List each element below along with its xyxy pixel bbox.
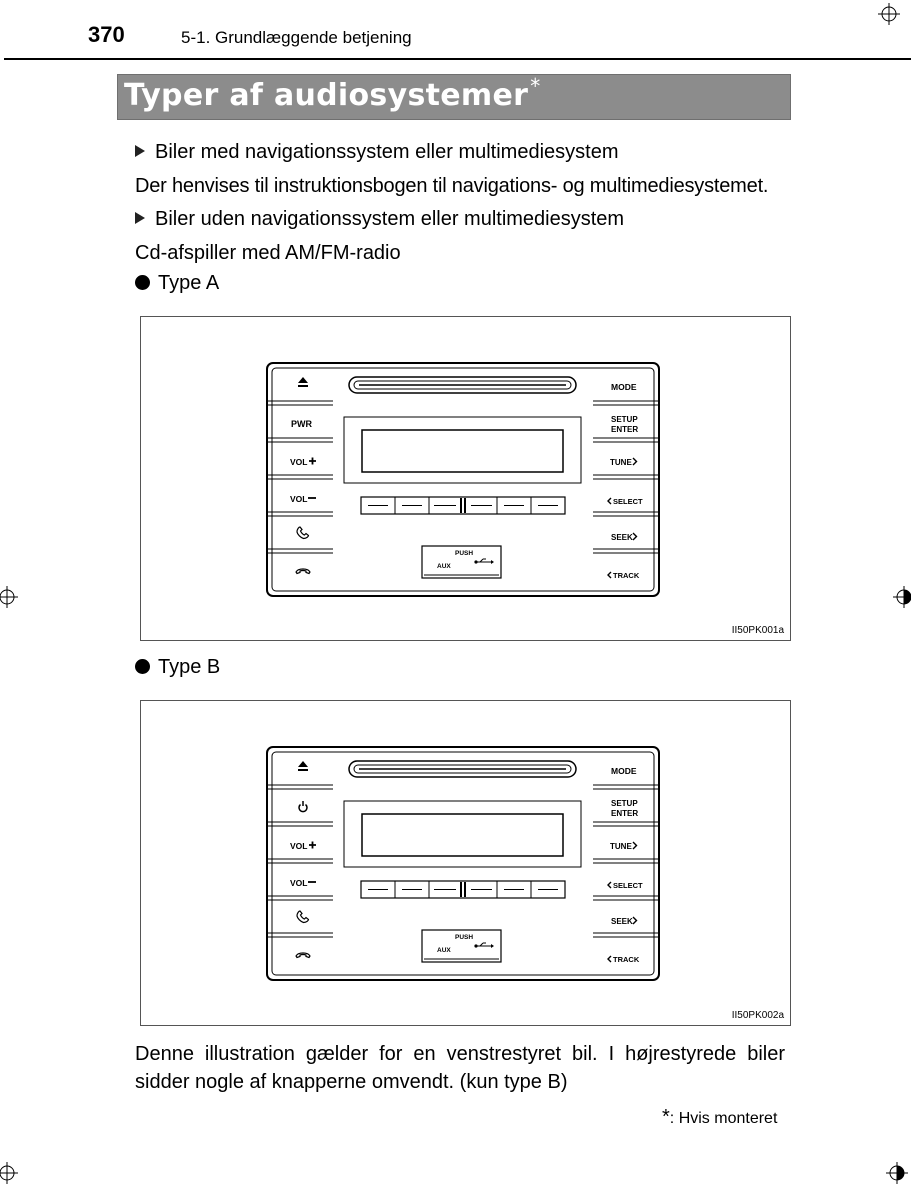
seek-button[interactable] [611, 533, 637, 542]
triangle-bullet-icon [135, 145, 145, 157]
figure-type-b [140, 700, 791, 1026]
tune-label: TUNE [610, 458, 632, 467]
note-paragraph: Denne illustration gælder for en venstrestyret bil. I højrestyrede biler sidder nogle af knapperne omvendt. (kun type B) [135, 1043, 785, 1093]
page-title-text: Typer af audiosystemer [124, 78, 529, 113]
enter-label: ENTER [611, 425, 639, 434]
preset-buttons [361, 497, 565, 514]
radio-unit-type-a [265, 361, 662, 599]
no-nav-description: Cd-afspiller med AM/FM-radio [135, 242, 401, 264]
page-title [124, 74, 541, 113]
pwr-button[interactable]: PWR [291, 419, 312, 429]
registration-mark-icon [0, 586, 18, 608]
setup-label: SETUP [611, 415, 638, 424]
title-bar [117, 74, 791, 120]
circle-bullet-icon [135, 275, 150, 290]
track-label: TRACK [613, 571, 640, 580]
usb-aux-port [422, 930, 501, 962]
seek-label: SEEK [611, 917, 633, 926]
registration-mark-icon [886, 1162, 908, 1184]
footnote [662, 1106, 777, 1129]
figure-code: II50PK001a [731, 625, 784, 636]
vol-up-label: VOL [290, 841, 308, 851]
usb-aux-port [422, 546, 501, 578]
bullet-nav-text: Biler med navigationssystem eller multimediesystem [155, 141, 619, 163]
setup-enter-button[interactable] [611, 799, 638, 818]
type-a-heading [135, 272, 219, 295]
display-screen [362, 814, 563, 856]
seek-label: SEEK [611, 533, 633, 542]
setup-label: SETUP [611, 799, 638, 808]
type-b-heading [135, 656, 220, 679]
select-label: SELECT [613, 497, 643, 506]
enter-label: ENTER [611, 809, 639, 818]
select-button[interactable] [608, 881, 643, 890]
registration-mark-icon [0, 1162, 18, 1184]
setup-enter-button[interactable] [611, 415, 638, 434]
bullet-no-nav [135, 208, 624, 231]
circle-bullet-icon [135, 659, 150, 674]
aux-label: AUX [437, 947, 451, 954]
mode-button[interactable]: MODE [611, 766, 637, 776]
vol-up-label: VOL [290, 457, 308, 467]
select-button[interactable] [608, 497, 643, 506]
registration-mark-icon [878, 3, 900, 25]
select-label: SELECT [613, 881, 643, 890]
asterisk-mark: * [530, 74, 541, 98]
aux-label: AUX [437, 563, 451, 570]
figure-type-a [140, 316, 791, 641]
bullet-no-nav-text: Biler uden navigationssystem eller multimediesystem [155, 208, 625, 230]
nav-description: Der henvises til instruktionsbogen til navigations- og multimediesystemet. [135, 175, 769, 197]
radio-unit-type-b [265, 745, 662, 983]
footnote-asterisk: * [662, 1106, 670, 1128]
push-label: PUSH [455, 550, 474, 557]
vol-down-label: VOL [290, 494, 308, 504]
bullet-nav [135, 141, 619, 164]
section-title: 5-1. Grundlæggende betjening [181, 28, 412, 47]
tune-label: TUNE [610, 842, 632, 851]
type-a-label: Type A [158, 272, 220, 294]
seek-button[interactable] [611, 917, 637, 926]
track-label: TRACK [613, 955, 640, 964]
preset-buttons [361, 881, 565, 898]
header-divider [4, 58, 911, 60]
display-screen [362, 430, 563, 472]
figure-code: II50PK002a [731, 1010, 784, 1021]
track-button[interactable] [608, 955, 640, 964]
footnote-text: : Hvis monteret [669, 1110, 778, 1127]
vol-down-label: VOL [290, 878, 308, 888]
triangle-bullet-icon [135, 212, 145, 224]
page-number: 370 [88, 22, 125, 47]
type-b-label: Type B [158, 656, 221, 678]
registration-mark-icon [893, 586, 911, 608]
mode-button[interactable]: MODE [611, 382, 637, 392]
track-button[interactable] [608, 571, 640, 580]
push-label: PUSH [455, 934, 474, 941]
